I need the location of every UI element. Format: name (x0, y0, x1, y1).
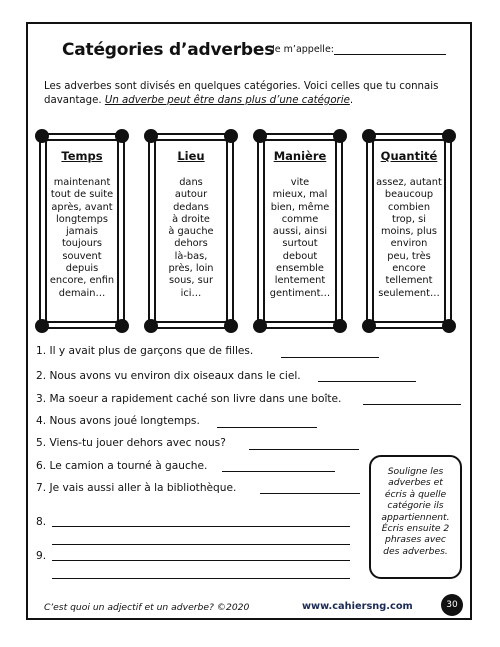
answer-line-5[interactable] (249, 449, 359, 450)
adverb-item: mieux, mal (272, 189, 328, 201)
adverb-item: toujours (61, 238, 103, 250)
corner-ornament (333, 129, 347, 143)
question-1: 1. Il y avait plus de garçons que de filles. (36, 345, 254, 357)
sentence-line-9a[interactable] (52, 560, 350, 561)
adverb-item: bien, même (270, 201, 330, 213)
corner-ornament (35, 129, 49, 143)
intro-line-2 (44, 94, 454, 108)
corner-ornament (442, 319, 456, 333)
page-number-badge: 30 (441, 594, 463, 616)
footer-website-link[interactable]: www.cahiersng.com (302, 601, 413, 612)
category-box-quantite (366, 133, 452, 329)
footer-credit: C’est quoi un adjectif et un adverbe? ©2020 (44, 602, 250, 613)
category-box-lieu (148, 133, 234, 329)
answer-line-2[interactable] (318, 381, 416, 382)
adverb-item: maintenant (53, 177, 111, 188)
instruction-line: écris à quelle (384, 488, 447, 500)
instruction-line: adverbes et (388, 477, 443, 489)
question-7: 7. Je vais aussi aller à la bibliothèque. (36, 482, 237, 494)
adverb-item: jamais (65, 226, 99, 238)
corner-ornament (253, 319, 267, 333)
adverb-item: tout de suite (50, 189, 114, 201)
answer-line-3[interactable] (363, 404, 461, 405)
answer-line-4[interactable] (217, 427, 317, 428)
name-label: Je m’appelle: (272, 44, 334, 55)
adverb-item: à gauche (168, 226, 214, 238)
sentence-line-8b[interactable] (52, 544, 350, 545)
corner-ornament (333, 319, 347, 333)
intro-note: Un adverbe peut être dans plus d’une catégorie (104, 95, 350, 106)
question-5: 5. Viens-tu jouer dehors avec nous? (36, 437, 226, 449)
adverb-item: souvent (62, 250, 102, 262)
question-2: 2. Nous avons vu environ dix oiseaux dans le ciel. (36, 370, 301, 382)
category-title: Quantité (380, 149, 438, 163)
adverb-item: encore (392, 263, 426, 275)
adverb-item: environ (390, 238, 428, 250)
instruction-line: des adverbes. (383, 545, 448, 557)
adverb-item: combien (387, 201, 431, 213)
corner-ornament (362, 319, 376, 333)
instruction-line: phrases avec (385, 534, 446, 546)
category-list (150, 177, 232, 300)
adverb-item: aussi, ainsi (272, 226, 328, 238)
category-box-temps (39, 133, 125, 329)
adverb-item: depuis (65, 263, 99, 275)
question-4: 4. Nous avons joué longtemps. (36, 415, 200, 427)
question-9-number: 9. (36, 550, 47, 562)
adverb-item: autour (174, 189, 208, 201)
corner-ornament (115, 129, 129, 143)
adverb-item: à droite (172, 213, 210, 225)
intro-line-2-prefix: davantage. (44, 95, 102, 106)
instruction-line: appartiennent. (381, 511, 450, 523)
category-list (41, 177, 123, 300)
adverb-item: près, loin (168, 263, 214, 275)
adverb-item: lentement (274, 275, 326, 287)
corner-ornament (144, 319, 158, 333)
corner-ornament (362, 129, 376, 143)
adverb-item: gentiment… (269, 287, 331, 299)
corner-ornament (35, 319, 49, 333)
name-input-line[interactable] (334, 54, 446, 55)
question-6: 6. Le camion a tourné à gauche. (36, 460, 208, 472)
corner-ornament (224, 319, 238, 333)
category-title: Lieu (177, 149, 205, 163)
adverb-item: debout (282, 250, 318, 262)
adverb-item: assez, autant (376, 177, 442, 188)
adverb-item: seulement… (378, 287, 440, 299)
intro-line-1: Les adverbes sont divisés en quelques catégories. Voici celles que tu connais (44, 81, 439, 92)
instructions-box (369, 455, 462, 579)
adverb-item: là-bas, (174, 250, 208, 262)
adverb-item: moins, plus (380, 226, 438, 238)
adverb-item: encore, enfin (49, 275, 115, 287)
instruction-line: Écris ensuite 2 (381, 523, 450, 535)
corner-ornament (115, 319, 129, 333)
instruction-line: catégorie ils (387, 500, 444, 512)
adverb-item: après, avant (51, 201, 113, 213)
sentence-line-9b[interactable] (52, 578, 350, 579)
answer-line-7[interactable] (260, 493, 360, 494)
adverb-item: surtout (282, 238, 318, 250)
adverb-item: dehors (174, 238, 208, 250)
corner-ornament (224, 129, 238, 143)
category-title: Temps (61, 149, 103, 163)
adverb-item: demain… (58, 287, 106, 299)
category-box-maniere (257, 133, 343, 329)
sentence-line-8a[interactable] (52, 526, 350, 527)
adverb-item: dans (179, 177, 203, 188)
page-title: Catégories d’adverbes (62, 40, 275, 60)
adverb-item: peu, très (387, 250, 431, 262)
answer-line-1[interactable] (281, 357, 379, 358)
adverb-item: sous, sur (169, 275, 213, 287)
corner-ornament (442, 129, 456, 143)
adverb-item: dedans (173, 201, 209, 213)
question-8-number: 8. (36, 516, 47, 528)
adverb-item: ici… (180, 287, 202, 299)
adverb-item: trop, si (392, 213, 426, 225)
corner-ornament (253, 129, 267, 143)
question-3: 3. Ma soeur a rapidement caché son livre dans une boîte. (36, 393, 342, 405)
adverb-item: longtemps (56, 213, 108, 225)
adverb-item: comme (281, 213, 319, 225)
adverb-item: ensemble (276, 263, 324, 275)
category-list (368, 177, 450, 300)
adverb-item: beaucoup (384, 189, 434, 201)
category-list (259, 177, 341, 300)
adverb-item: tellement (385, 275, 433, 287)
adverb-item: vite (290, 177, 310, 188)
corner-ornament (144, 129, 158, 143)
intro-text (44, 80, 454, 108)
intro-line-2-suffix: . (349, 95, 354, 106)
instruction-line: Souligne les (387, 466, 444, 477)
answer-line-6[interactable] (222, 471, 335, 472)
category-title: Manière (273, 149, 327, 163)
